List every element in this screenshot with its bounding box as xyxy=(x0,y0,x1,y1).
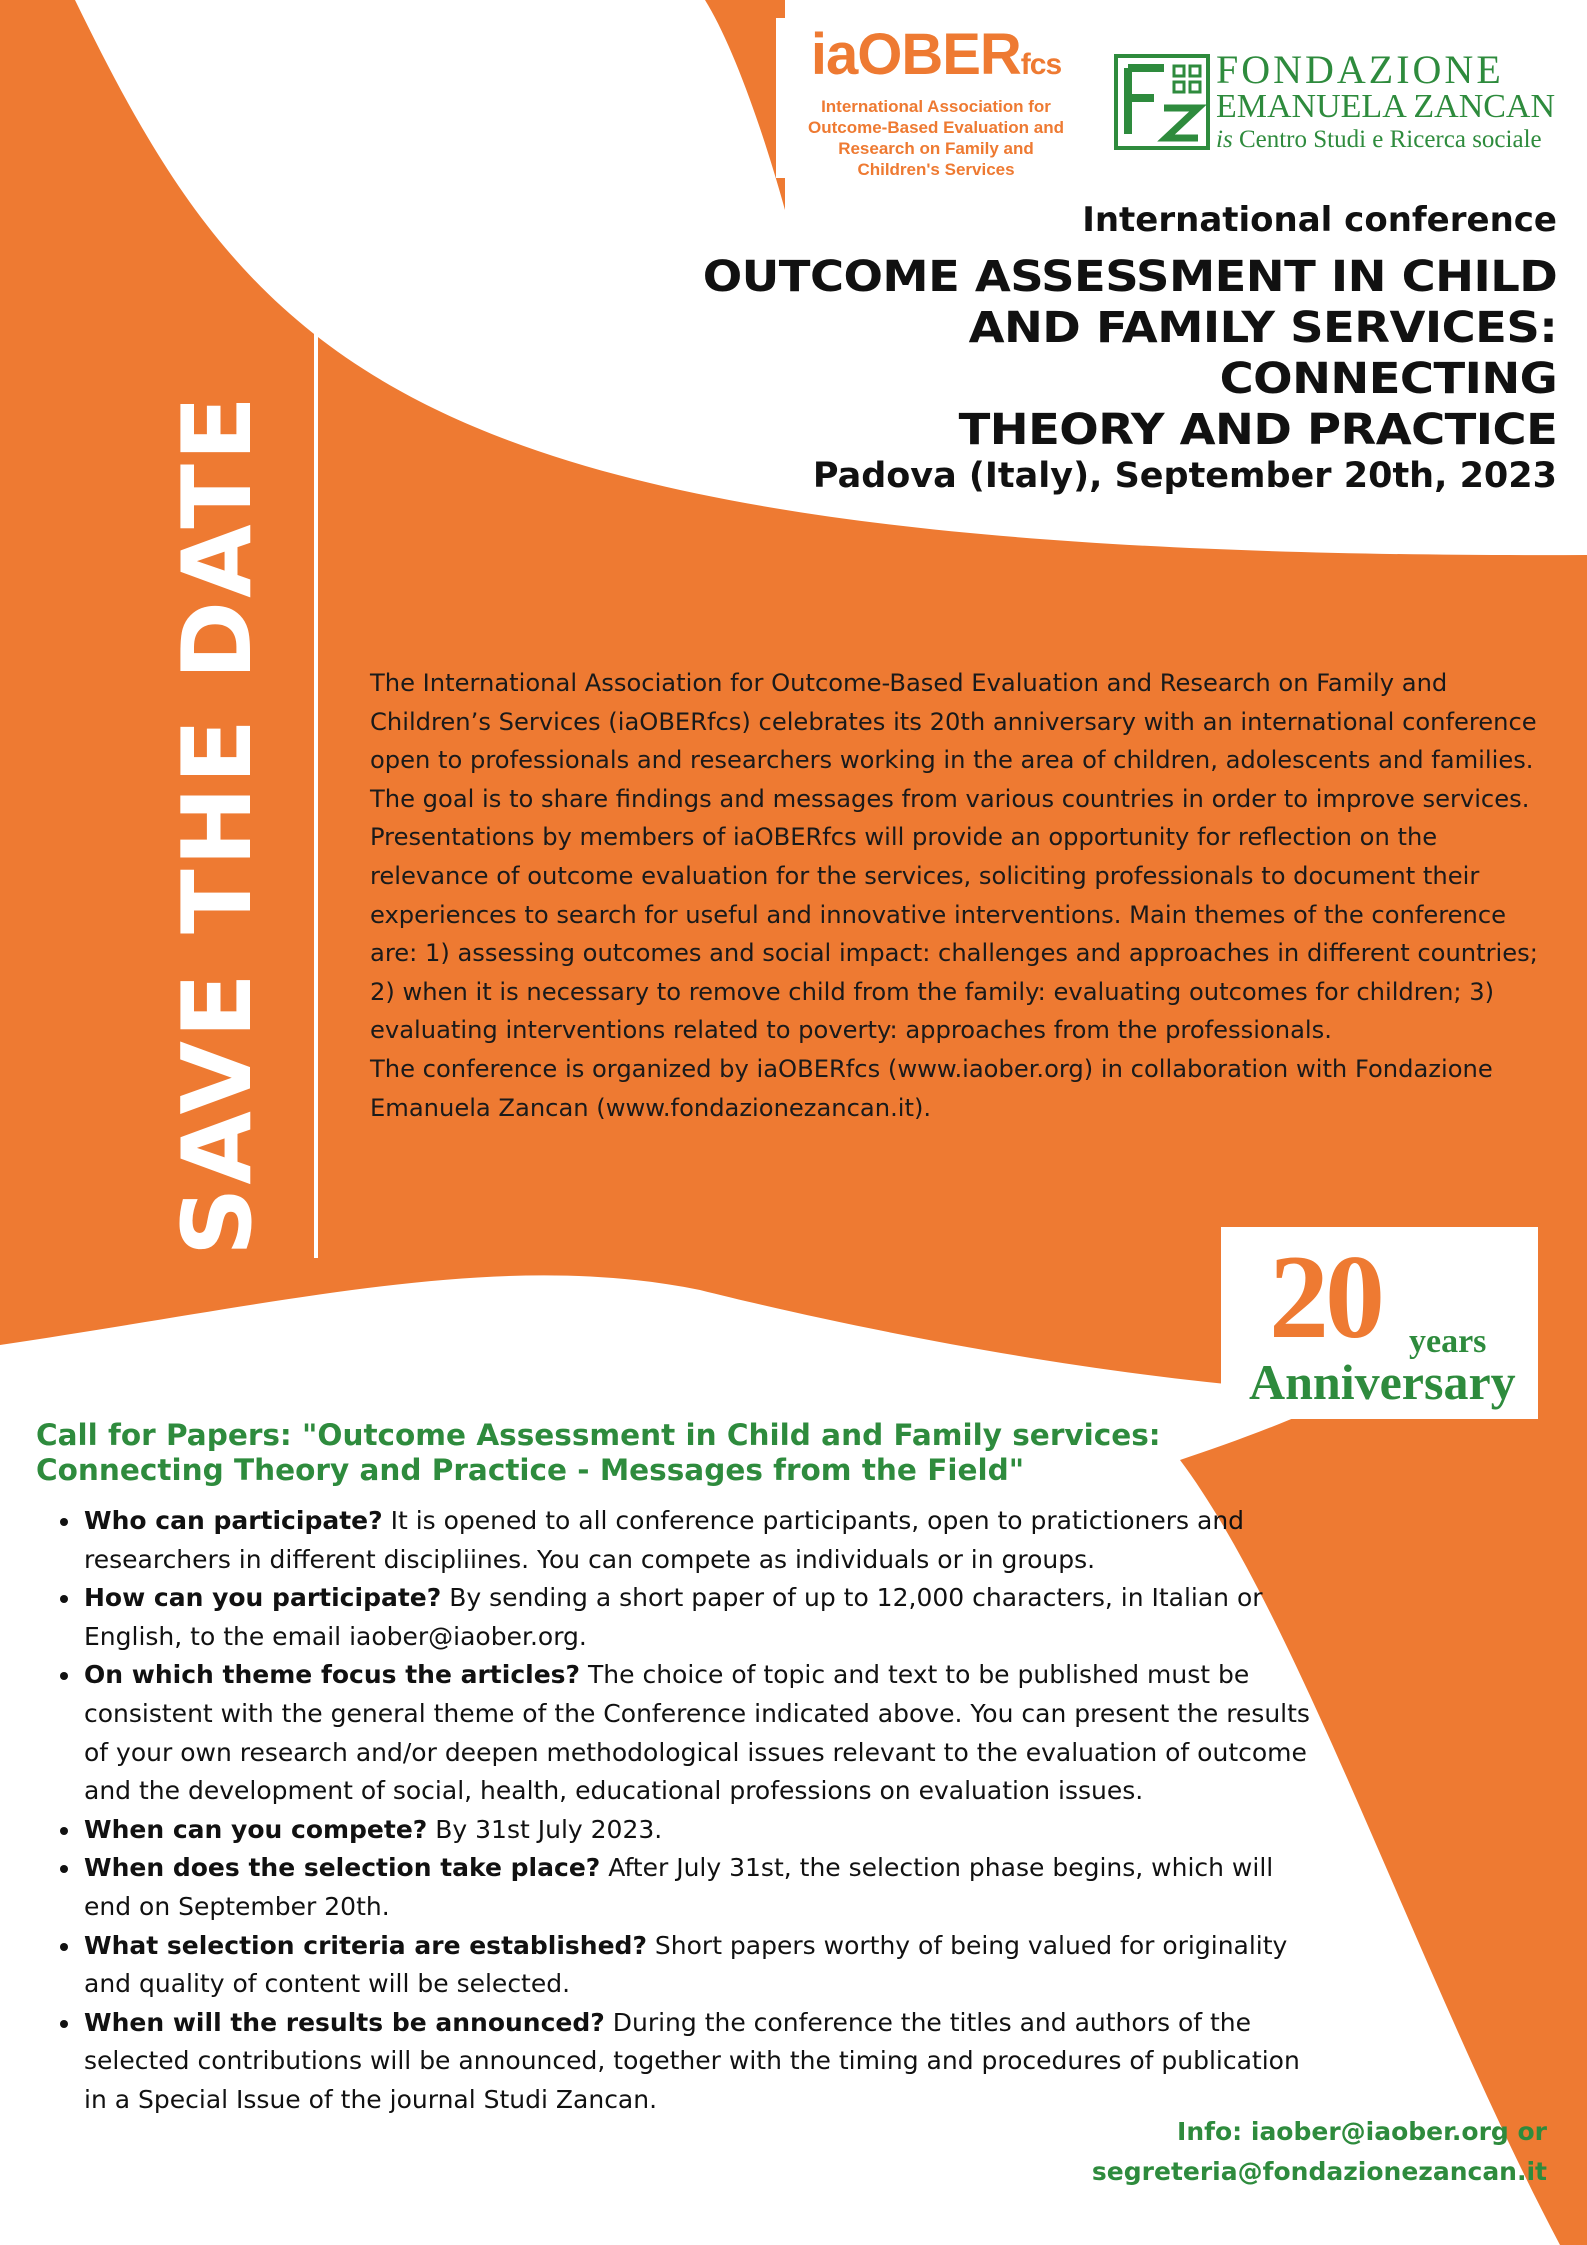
list-item-answer: During the conference the titles and authors of the selected contributions will be announced, together with the timing and procedures of publication in a Special Issue of the journal Studi Zancan. xyxy=(84,2007,1300,2114)
conference-place-date: Padova (Italy), September 20th, 2023 xyxy=(812,456,1557,496)
list-item-question: When can you compete? xyxy=(84,1814,428,1844)
list-item-question: What selection criteria are established? xyxy=(84,1930,647,1960)
list-item xyxy=(82,2004,1312,2120)
call-for-papers-title xyxy=(36,1418,1216,1488)
list-item-question: How can you participate? xyxy=(84,1583,442,1613)
intro-organizers: The conference is organized by iaOBERfcs (www.iaober.org) in collaboration with Fondazione Emanuela Zancan (www.fondazionezancan.it). xyxy=(370,1054,1493,1122)
list-item xyxy=(82,1927,1312,2004)
conference-title-line: AND FAMILY SERVICES: xyxy=(968,303,1557,353)
list-item-answer: It is opened to all conference participants, open to pratictioners and researchers in different discipliines. You can compete as individuals or in groups. xyxy=(84,1506,1245,1574)
list-item-answer: By sending a short paper of up to 12,000 characters, in Italian or English, to the email iaober@iaober.org. xyxy=(84,1583,1263,1651)
fz-monogram-icon xyxy=(1114,54,1210,150)
conference-title-line: OUTCOME ASSESSMENT IN CHILD xyxy=(702,252,1557,302)
iaober-logo-desc-1: International Association for xyxy=(821,97,1051,116)
intro-paragraph: The International Association for Outcome-Based Evaluation and Research on Family and Children’s Services (iaOBERfcs) celebrates its 20th anniversary with an international conference open to professionals and researchers working in the area of children, adolescents and families. The goal is to share findings and messages from various countries in order to improve services. Presentations by members of iaOBERfcs will provide an opportunity for reflection on the relevance of outcome evaluation for the services, soliciting professionals to document their experiences to search for useful and innovative interventions. Main themes of the conference are: 1) assessing outcomes and social impact: challenges and approaches in different countries; 2) when it is necessary to remove child from the family: evaluating outcomes for children; 3) evaluating interventions related to poverty: approaches from the professionals. xyxy=(370,669,1538,1045)
save-the-date-heading: SAVE THE DATE xyxy=(163,393,273,1256)
list-item-question: Who can participate? xyxy=(84,1506,383,1535)
zancan-logo-line3: is Centro Studi e Ricerca sociale xyxy=(1216,126,1542,153)
anniversary-years: years xyxy=(1409,1323,1487,1360)
iaober-logo-brand: iaOBERfcs xyxy=(810,22,1062,87)
call-for-papers-title-line: Connecting Theory and Practice - Messages from the Field" xyxy=(36,1453,1025,1487)
iaober-logo-desc-4: Children's Services xyxy=(857,160,1015,179)
call-for-papers-list xyxy=(62,1502,1312,2120)
list-item xyxy=(82,1656,1312,1810)
list-item xyxy=(82,1849,1312,1926)
orange-corner-top xyxy=(705,0,785,210)
anniversary-badge xyxy=(1221,1227,1538,1419)
zancan-logo xyxy=(1108,46,1568,156)
list-item-question: When does the selection take place? xyxy=(84,1853,601,1883)
vertical-divider-line xyxy=(314,262,318,1258)
list-item-answer: The choice of topic and text to be published must be consistent with the general theme of the Conference indicated above. You can present the results of your own research and/or deepen methodological issues relevant to the evaluation of outcome and the development of social, health, educational professions on evaluation issues. xyxy=(84,1660,1310,1806)
conference-label: International conference xyxy=(1082,200,1557,240)
contact-info-line1: Info: iaober@iaober.org or xyxy=(1177,2117,1547,2146)
list-item-answer: By 31st July 2023. xyxy=(427,1814,663,1844)
conference-title xyxy=(702,252,1557,456)
iaober-logo xyxy=(776,18,1096,178)
list-item xyxy=(82,1502,1312,1579)
call-for-papers-title-line: Call for Papers: "Outcome Assessment in Child and Family services: xyxy=(36,1418,1161,1452)
list-item xyxy=(82,1579,1312,1656)
anniversary-number: 20 xyxy=(1269,1230,1381,1363)
iaober-logo-desc-2: Outcome-Based Evaluation and xyxy=(808,118,1064,137)
list-item-answer: After July 31st, the selection phase begins, which will end on September 20th. xyxy=(84,1853,1274,1921)
list-item-question: When will the results be announced? xyxy=(84,2007,605,2037)
list-item xyxy=(82,1811,1312,1850)
intro-text xyxy=(370,664,1550,1127)
anniversary-label: Anniversary xyxy=(1249,1354,1516,1410)
conference-title-line: THEORY AND PRACTICE xyxy=(958,405,1557,455)
contact-info xyxy=(1092,2112,1547,2192)
contact-info-email-link[interactable]: segreteria@fondazionezancan.it xyxy=(1091,2157,1547,2186)
list-item-answer: Short papers worthy of being valued for originality and quality of content will be selected. xyxy=(84,1930,1288,1999)
list-item-question: On which theme focus the articles? xyxy=(84,1660,581,1690)
iaober-logo-desc-3: Research on Family and xyxy=(838,139,1034,158)
zancan-logo-line2: EMANUELA ZANCAN xyxy=(1216,88,1556,125)
conference-title-line: CONNECTING xyxy=(1219,354,1557,404)
zancan-logo-line1: FONDAZIONE xyxy=(1216,47,1504,92)
